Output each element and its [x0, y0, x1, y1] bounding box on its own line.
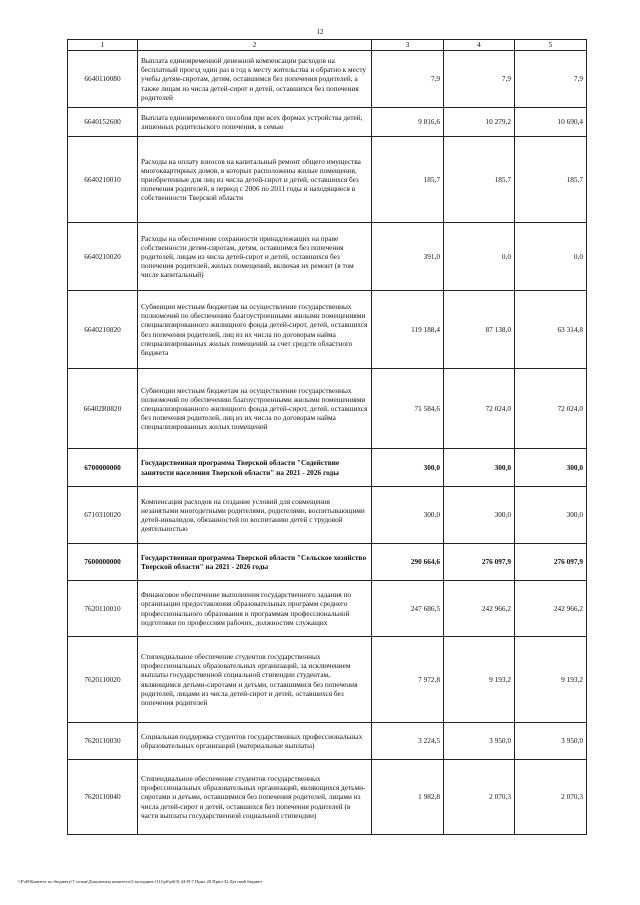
row-value-col4: 300,0	[444, 487, 515, 544]
table-row	[68, 51, 587, 108]
row-code: 7620110040	[68, 760, 138, 835]
row-value-col5: 300,0	[515, 449, 587, 487]
table-row	[68, 449, 587, 487]
row-code: 6640210010	[68, 137, 138, 223]
row-code: 6640152600	[68, 108, 138, 137]
row-description: Субвенции местным бюджетам на осуществление государственных полномочий по обеспечению благоустроенными жилыми помещениями специализированного жилищного фонда детей-сирот, детей, оставшихся без попечения родителей, лиц из их числа по договорам найма специализированных жилых помещений	[138, 369, 372, 449]
row-value-col5: 276 097,9	[515, 544, 587, 581]
row-value-col3: 290 664,6	[372, 544, 444, 581]
row-value-col3: 9 816,6	[372, 108, 444, 137]
row-code: 6640110080	[68, 51, 138, 108]
row-value-col5: 0,0	[515, 223, 587, 291]
row-value-col4: 276 097,9	[444, 544, 515, 581]
budget-table	[67, 39, 587, 835]
row-description: Государственная программа Тверской области "Сельское хозяйство Тверской области" на 2021 - 2026 годы	[138, 544, 372, 581]
row-description: Компенсация расходов на создание условий для совмещения незанятыми многодетными родителями, родителями, воспитывающими детей-инвалидов, обязанностей по воспитанию детей с трудовой деятельностью	[138, 487, 372, 544]
table-row	[68, 487, 587, 544]
row-value-col4: 0,0	[444, 223, 515, 291]
table-row	[68, 291, 587, 369]
row-value-col5: 2 070,3	[515, 760, 587, 835]
row-value-col3: 71 584,6	[372, 369, 444, 449]
table-header-row	[68, 40, 587, 51]
table-row	[68, 637, 587, 723]
column-header-3: 3	[372, 40, 444, 51]
row-code: 6710310020	[68, 487, 138, 544]
row-value-col5: 300,0	[515, 487, 587, 544]
row-code: 7620110030	[68, 723, 138, 760]
table-row	[68, 137, 587, 223]
table-row	[68, 581, 587, 637]
row-code: 6700000000	[68, 449, 138, 487]
row-value-col3: 7,9	[372, 51, 444, 108]
row-value-col4: 7,9	[444, 51, 515, 108]
row-value-col5: 72 024,0	[515, 369, 587, 449]
row-code: 7620110010	[68, 581, 138, 637]
table-row	[68, 108, 587, 137]
table-row	[68, 544, 587, 581]
row-value-col3: 391,0	[372, 223, 444, 291]
row-value-col4: 300,0	[444, 449, 515, 487]
row-value-col5: 9 193,2	[515, 637, 587, 723]
table-row	[68, 223, 587, 291]
row-value-col3: 7 972,8	[372, 637, 444, 723]
row-description: Социальная поддержка студентов государственных профессиональных образовательных организаций (материальные выплаты)	[138, 723, 372, 760]
row-description: Расходы на обеспечение сохранности принадлежащих на праве собственности детям-сиротам, детям, оставшимся без попечения родителей, лицам из числа детей-сирот и детей, оставшихся без попечения родителей, жилых помещений, включая их ремонт (в том числе капитальный)	[138, 223, 372, 291]
row-value-col4: 9 193,2	[444, 637, 515, 723]
row-code: 6640210820	[68, 291, 138, 369]
row-description: Стипендиальное обеспечение студентов государственных профессиональных образовательных организаций, являющихся детьми-сиротами и детьми, оставшимися без попечения родителей, лицами из числа детей-сирот и детей, оставшихся без попечения родителей (в части выплаты государственной социальной стипендии)	[138, 760, 372, 835]
row-description: Финансовое обеспечение выполнения государственного задания по организации предоставления образовательных программ среднего профессионального образования и программам профессиональной подготовки по профессиям рабочих, должностям служащих	[138, 581, 372, 637]
row-value-col4: 2 070,3	[444, 760, 515, 835]
row-value-col4: 3 950,0	[444, 723, 515, 760]
row-code: 6640210020	[68, 223, 138, 291]
column-header-4: 4	[444, 40, 515, 51]
row-value-col3: 247 686,5	[372, 581, 444, 637]
row-value-col4: 242 966,2	[444, 581, 515, 637]
row-value-col4: 87 138,0	[444, 291, 515, 369]
row-value-col4: 10 279,2	[444, 108, 515, 137]
row-code: 7600000000	[68, 544, 138, 581]
row-code: 7620110020	[68, 637, 138, 723]
row-description: Субвенции местным бюджетам на осуществление государственных полномочий по обеспечению благоустроенными жилыми помещениями специализированного жилищного фонда детей-сирот, детей, оставшихся без попечения родителей, лиц из их числа по договорам найма специализированных жилых помещений за счет средств областного бюджета	[138, 291, 372, 369]
column-header-1: 1	[68, 40, 138, 51]
table-body	[68, 51, 587, 835]
row-description: Выплата единовременной денежной компенсации расходов на бесплатный проезд один раз в год к месту жительства и обратно к месту учебы детям-сиротам, детям, оставшимся без попечения родителей, а также лицам из числа детей-сирот и детей, оставшихся без попечения родителей	[138, 51, 372, 108]
row-value-col3: 185,7	[372, 137, 444, 223]
row-value-col5: 63 314,8	[515, 291, 587, 369]
row-value-col4: 185,7	[444, 137, 515, 223]
row-value-col3: 300,0	[372, 449, 444, 487]
row-description: Государственная программа Тверской области "Содействие занятости населения Тверской области" на 2021 - 2026 годы	[138, 449, 372, 487]
file-path-footer: \\F\d0\Комитет по бюджету\7 созыв\Документы комитета\3 заседание (11)\рб\рб(3) 44-П-7 Прил 20 Прил 32 Детский бюджет	[18, 879, 263, 884]
row-description: Выплата единовременного пособия при всех формах устройства детей, лишенных родительского попечения, в семью	[138, 108, 372, 137]
row-value-col3: 119 188,4	[372, 291, 444, 369]
table-row	[68, 723, 587, 760]
column-header-2: 2	[138, 40, 372, 51]
row-value-col4: 72 024,0	[444, 369, 515, 449]
table-row	[68, 760, 587, 835]
row-value-col3: 3 224,5	[372, 723, 444, 760]
row-value-col3: 1 982,8	[372, 760, 444, 835]
row-description: Стипендиальное обеспечение студентов государственных профессиональных образовательных организаций, за исключением выплаты государственной социальной стипендии студентам, являющимся детьми-сиротами и детьми, оставшимися без попечения родителей, лицами из числа детей-сирот и детей, оставшихся без попечения родителей	[138, 637, 372, 723]
table-row	[68, 369, 587, 449]
page-number: 12	[316, 28, 324, 36]
row-value-col5: 7,9	[515, 51, 587, 108]
row-value-col5: 3 950,0	[515, 723, 587, 760]
row-value-col5: 185,7	[515, 137, 587, 223]
row-value-col5: 242 966,2	[515, 581, 587, 637]
row-value-col5: 10 690,4	[515, 108, 587, 137]
row-description: Расходы на оплату взносов на капитальный ремонт общего имущества многоквартирных домов, в которых расположены жилые помещения, приобретенные для лиц из числа детей-сирот и детей, оставшихся без попечения родителей, в период с 2006 по 2011 годы и находящиеся в собственности Тверской области	[138, 137, 372, 223]
row-value-col3: 300,0	[372, 487, 444, 544]
column-header-5: 5	[515, 40, 587, 51]
row-code: 66402R0820	[68, 369, 138, 449]
